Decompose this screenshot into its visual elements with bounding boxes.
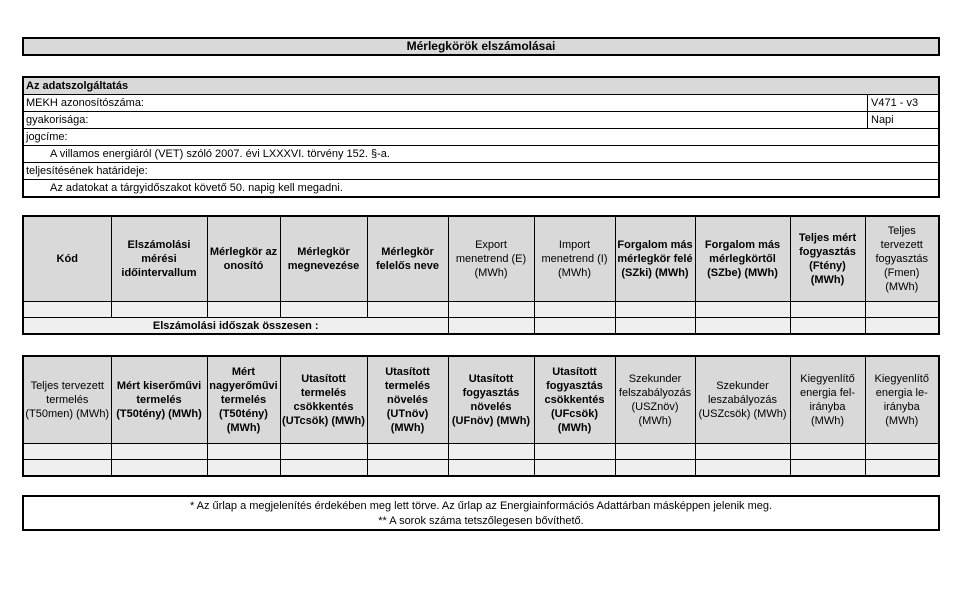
header-uszcsok: Szekunder leszabályozás (USZcsök) (MWh) (695, 356, 790, 444)
cell-input[interactable] (615, 444, 695, 460)
cell-input[interactable] (207, 302, 280, 318)
table2-header-row (23, 356, 939, 444)
cell-input[interactable] (23, 460, 111, 477)
cell-input[interactable] (111, 302, 207, 318)
page-title: Mérlegkörök elszámolásai (22, 37, 940, 56)
cell-input[interactable] (448, 460, 534, 477)
header-balancing-up: Kiegyenlítő energia fel-irányba (MWh) (790, 356, 865, 444)
frequency-label: gyakorisága: (26, 114, 89, 126)
header-kod: Kód (23, 216, 111, 302)
header-utcsok: Utasított termelés csökkentés (UTcsök) (MWh) (280, 356, 367, 444)
cell-input[interactable] (615, 318, 695, 335)
legal-basis-text: A villamos energiáról (VET) szóló 2007. évi LXXXVI. törvény 152. §-a. (24, 145, 938, 162)
header-interval: Elszámolási mérési időintervallum (111, 216, 207, 302)
cell-input[interactable] (23, 302, 111, 318)
cell-input[interactable] (790, 444, 865, 460)
cell-input[interactable] (534, 444, 615, 460)
cell-input[interactable] (865, 318, 939, 335)
cell-input[interactable] (615, 302, 695, 318)
cell-input[interactable] (367, 460, 448, 477)
cell-input[interactable] (695, 318, 790, 335)
cell-input[interactable] (865, 460, 939, 477)
header-large-plant: Mért nagyerőművi termelés (T50tény) (MWh) (207, 356, 280, 444)
header-fmen: Teljes tervezett fogyasztás (Fmen) (MWh) (865, 216, 939, 302)
header-small-plant: Mért kiserőművi termelés (T50tény) (MWh) (111, 356, 207, 444)
deadline-text: Az adatokat a tárgyidőszakot követő 50. napig kell megadni. (24, 179, 938, 196)
cell-input[interactable] (534, 460, 615, 477)
header-balance-group-id: Mérlegkör az onosító (207, 216, 280, 302)
cell-input[interactable] (865, 302, 939, 318)
header-t50men: Teljes tervezett termelés (T50men) (MWh) (23, 356, 111, 444)
table1-header-row (23, 216, 939, 302)
footnote-2: ** A sorok száma tetszőlegesen bővíthető. (378, 515, 584, 527)
header-ufcsok: Utasított fogyasztás csökkentés (UFcsök) (MWh) (534, 356, 615, 444)
cell-input[interactable] (695, 444, 790, 460)
cell-input[interactable] (207, 460, 280, 477)
summary-label: Elszámolási időszak összesen : (23, 318, 448, 335)
info-header: Az adatszolgáltatás (24, 78, 938, 94)
cell-input[interactable] (111, 460, 207, 477)
cell-input[interactable] (534, 318, 615, 335)
cell-input[interactable] (534, 302, 615, 318)
header-szbe: Forgalom más mérlegkörtől (SZbe) (MWh) (695, 216, 790, 302)
cell-input[interactable] (790, 318, 865, 335)
cell-input[interactable] (111, 444, 207, 460)
header-usznov: Szekunder felszabályozás (USZnöv) (MWh) (615, 356, 695, 444)
settlement-table-1 (22, 215, 940, 335)
header-ufnov: Utasított fogyasztás növelés (UFnöv) (MWh) (448, 356, 534, 444)
mekh-row (24, 94, 938, 111)
cell-input[interactable] (615, 460, 695, 477)
footnote-1: * Az űrlap a megjelenítés érdekében meg lett törve. Az űrlap az Energiainformációs Adattárban másképpen jelenik meg. (189, 500, 773, 512)
header-szki: Forgalom más mérlegkör felé (SZki) (MWh) (615, 216, 695, 302)
frequency-row (24, 111, 938, 128)
info-section (22, 76, 940, 198)
cell-input[interactable] (695, 460, 790, 477)
cell-input[interactable] (280, 460, 367, 477)
header-balancing-down: Kiegyenlítő energia le-irányba (MWh) (865, 356, 939, 444)
header-utnov: Utasított termelés növelés (UTnöv) (MWh) (367, 356, 448, 444)
header-import: Import menetrend (I) (MWh) (534, 216, 615, 302)
header-ftény: Teljes mért fogyasztás (Ftény) (MWh) (790, 216, 865, 302)
legal-basis-label: jogcíme: (24, 128, 938, 145)
header-balance-group-name: Mérlegkör megnevezése (280, 216, 367, 302)
cell-input[interactable] (448, 302, 534, 318)
summary-row (23, 318, 939, 335)
table-row (23, 302, 939, 318)
mekh-value: V471 - v3 (867, 95, 939, 111)
table-row (23, 460, 939, 477)
cell-input[interactable] (695, 302, 790, 318)
cell-input[interactable] (448, 444, 534, 460)
settlement-table-2 (22, 355, 940, 477)
frequency-value: Napi (867, 112, 939, 128)
cell-input[interactable] (367, 302, 448, 318)
table-row (23, 444, 939, 460)
cell-input[interactable] (790, 302, 865, 318)
cell-input[interactable] (280, 302, 367, 318)
footnotes (22, 495, 940, 531)
cell-input[interactable] (367, 444, 448, 460)
cell-input[interactable] (790, 460, 865, 477)
cell-input[interactable] (280, 444, 367, 460)
deadline-label: teljesítésének határideje: (24, 162, 938, 179)
cell-input[interactable] (865, 444, 939, 460)
cell-input[interactable] (448, 318, 534, 335)
header-export: Export menetrend (E) (MWh) (448, 216, 534, 302)
mekh-label: MEKH azonosítószáma: (26, 97, 144, 109)
header-responsible-name: Mérlegkör felelős neve (367, 216, 448, 302)
cell-input[interactable] (23, 444, 111, 460)
cell-input[interactable] (207, 444, 280, 460)
